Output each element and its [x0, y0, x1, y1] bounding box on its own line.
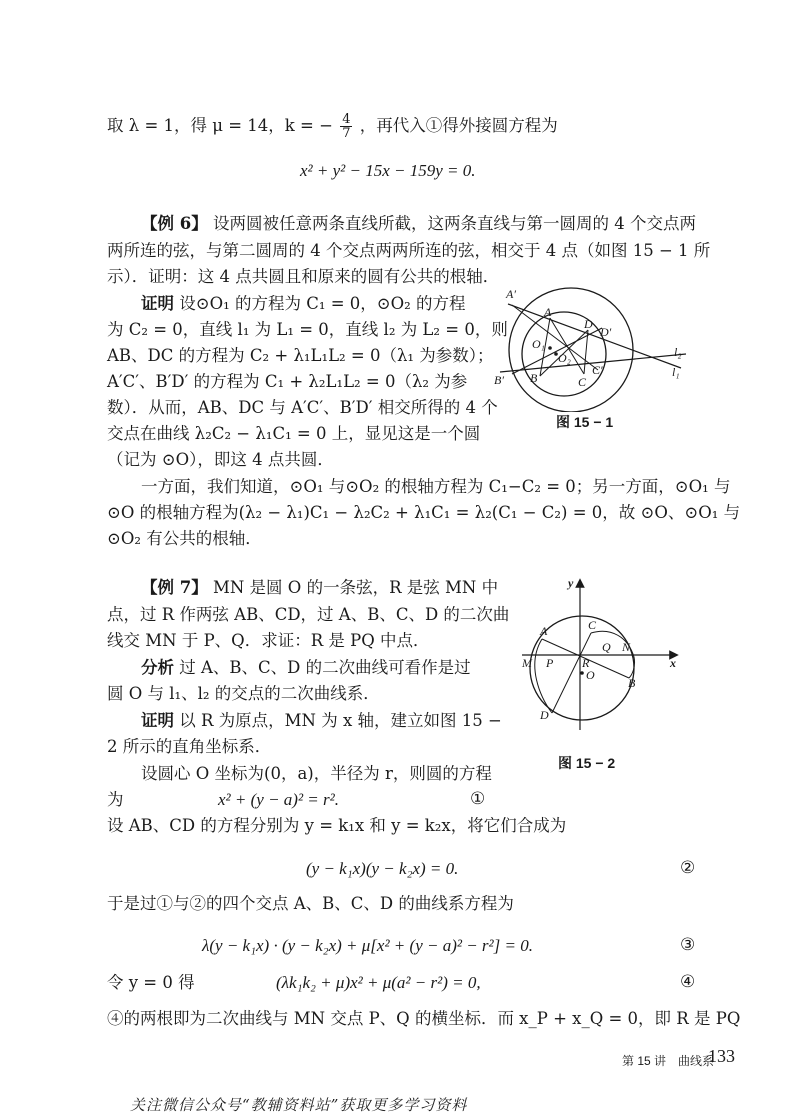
equation-4: (λk₁k₂ + μ)x² + μ(a² − r²) = 0, [276, 973, 481, 992]
figure-15-1 [486, 282, 696, 412]
figure-15-1-caption: 图 15 − 1 [556, 414, 614, 430]
center-O [580, 671, 584, 675]
example7-label: 【例 7】 [141, 578, 208, 597]
center-o1 [548, 346, 552, 350]
example7-proof-line5: 设 AB、CD 的方程分别为 y = k₁x 和 y = k₂x，将它们合成为 [107, 816, 567, 835]
analysis-label: 分析 [141, 658, 174, 677]
example7-analysis-line1: 分析 过 A、B、C、D 的二次曲线可看作是过 [141, 658, 471, 677]
example6-proof-line7: （记为 ⊙O），即这 4 点共圆． [107, 450, 334, 469]
page-number: 133 [708, 1046, 735, 1066]
example7-proof-line3: 设圆心 O 坐标为(0，a)，半径为 r，则圆的方程 [141, 764, 492, 783]
circle-equation: x² + y² − 15x − 159y = 0. [300, 161, 476, 180]
equation-4-number: ④ [680, 972, 696, 992]
equation-3-number: ③ [680, 935, 696, 955]
example7-proof-line6: 于是过①与②的四个交点 A、B、C、D 的曲线系方程为 [107, 894, 514, 913]
example7-line1: 【例 7】 MN 是圆 O 的一条弦，R 是弦 MN 中 [141, 578, 499, 597]
example6-proof-line6: 交点在曲线 λ₂C₂ − λ₁C₁ = 0 上，显见这是一个圆 [107, 424, 481, 443]
label-N: N [622, 640, 631, 654]
label-l2: l₂ [674, 345, 682, 359]
equation-1-number: ① [470, 789, 486, 809]
intro-text-post: ，再代入①得外接圆方程为 [359, 116, 558, 135]
label-l1: l₁ [672, 365, 680, 379]
label-D1: D′ [600, 325, 612, 339]
label-R: R [582, 656, 590, 670]
example6-proof-line3: AB、DC 的方程为 C₂ + λ₁L₁L₂ = 0（λ₁ 为参数）； [107, 346, 494, 365]
chapter-footer: 第 15 讲 曲线系 [622, 1054, 715, 1068]
example6-proof-line1: 证明 设⊙O₁ 的方程为 C₁ = 0，⊙O₂ 的方程 [141, 294, 466, 313]
proof-label-7: 证明 [141, 711, 174, 730]
example6-label: 【例 6】 [141, 214, 208, 233]
example7-proof-line4: 为 [107, 790, 124, 809]
label-O1: O₁ [532, 337, 545, 351]
line-l1 [508, 304, 681, 368]
label-P: P [546, 656, 554, 670]
conic-curve [535, 631, 635, 713]
label-O2: O₂ [558, 351, 571, 365]
example7-line2: 点，过 R 作两弦 AB、CD，过 A、B、C、D 的二次曲 [107, 605, 510, 624]
label-y: y [568, 576, 574, 590]
example6-line1: 【例 6】 设两圆被任意两条直线所截，这两条直线与第一圆周的 4 个交点两 [141, 214, 696, 233]
example7-proof-line7: 令 y = 0 得 [107, 973, 195, 992]
example6-q-line3: ⊙O₂ 有公共的根轴． [107, 529, 262, 548]
label-A: A [544, 305, 552, 319]
label-D: D [584, 317, 593, 331]
example6-line3: 示）．证明：这 4 点共圆且和原来的圆有公共的根轴． [107, 267, 500, 286]
label-D: D [540, 708, 549, 722]
label-C: C [578, 375, 587, 389]
fraction: $\frac{4}{7}$ [342, 112, 351, 141]
example7-analysis-line2: 圆 O 与 l₁、l₂ 的交点的二次曲线系． [107, 684, 380, 703]
label-B: B [530, 371, 538, 385]
example6-proof-line5: 数）．从而，AB、DC 与 A′C′、B′D′ 相交所得的 4 个 [107, 398, 498, 417]
equation-2-number: ② [680, 858, 696, 878]
label-B1: B′ [494, 373, 504, 387]
proof-label: 证明 [141, 294, 174, 313]
example6-proof-line4: A′C′、B′D′ 的方程为 C₁ + λ₂L₁L₂ = 0（λ₂ 为参 [107, 372, 468, 391]
example6-line2: 两所连的弦，与第二圆周的 4 个交点两两所连的弦，相交于 4 点（如图 15 − 1 所 [107, 241, 711, 260]
label-A: A [540, 624, 548, 638]
example7-line3: 线交 MN 于 P、Q．求证：R 是 PQ 中点． [107, 631, 430, 650]
equation-2: (y − k₁x)(y − k₂x) = 0. [306, 859, 459, 878]
label-C1: C′ [592, 363, 603, 377]
label-C: C [588, 618, 597, 632]
example6-q-line2: ⊙O 的根轴方程为(λ₂ − λ₁)C₁ − λ₂C₂ + λ₁C₁ = λ₂(C₁ − C₂) = 0，故 ⊙O、⊙O₁ 与 [107, 503, 741, 522]
label-O: O [586, 668, 595, 682]
intro-text-pre: 取 λ = 1，得 μ = 14，k = − [107, 116, 333, 135]
equation-1: x² + (y − a)² = r². [218, 790, 339, 809]
intro-line [107, 113, 558, 140]
example6-proof-line2: 为 C₂ = 0，直线 l₁ 为 L₁ = 0，直线 l₂ 为 L₂ = 0，则 [107, 320, 508, 339]
label-M: M [522, 656, 532, 670]
label-Q: Q [602, 640, 611, 654]
example7-proof-line8: ④的两根即为二次曲线与 MN 交点 P、Q 的横坐标．而 x_P + x_Q = 0，即 R 是 PQ [107, 1009, 741, 1028]
figure-15-2-caption: 图 15 − 2 [558, 755, 616, 771]
chord-B1D1 [512, 328, 602, 374]
example7-proof-line1: 证明 以 R 为原点，MN 为 x 轴，建立如图 15 − [141, 711, 502, 730]
label-x: x [670, 656, 676, 670]
label-A1: A′ [506, 287, 516, 301]
example6-q-line1: 一方面，我们知道，⊙O₁ 与⊙O₂ 的根轴方程为 C₁−C₂ = 0；另一方面，⊙O₁ 与 [141, 477, 731, 496]
example7-proof-line2: 2 所示的直角坐标系． [107, 737, 272, 756]
watermark-text: 关注微信公众号“教辅资料站”获取更多学习资料 [130, 1096, 468, 1114]
label-B: B [628, 676, 636, 690]
figure-15-2 [516, 575, 686, 735]
equation-3: λ(y − k₁x) · (y − k₂x) + μ[x² + (y − a)² − r²] = 0. [202, 936, 533, 955]
